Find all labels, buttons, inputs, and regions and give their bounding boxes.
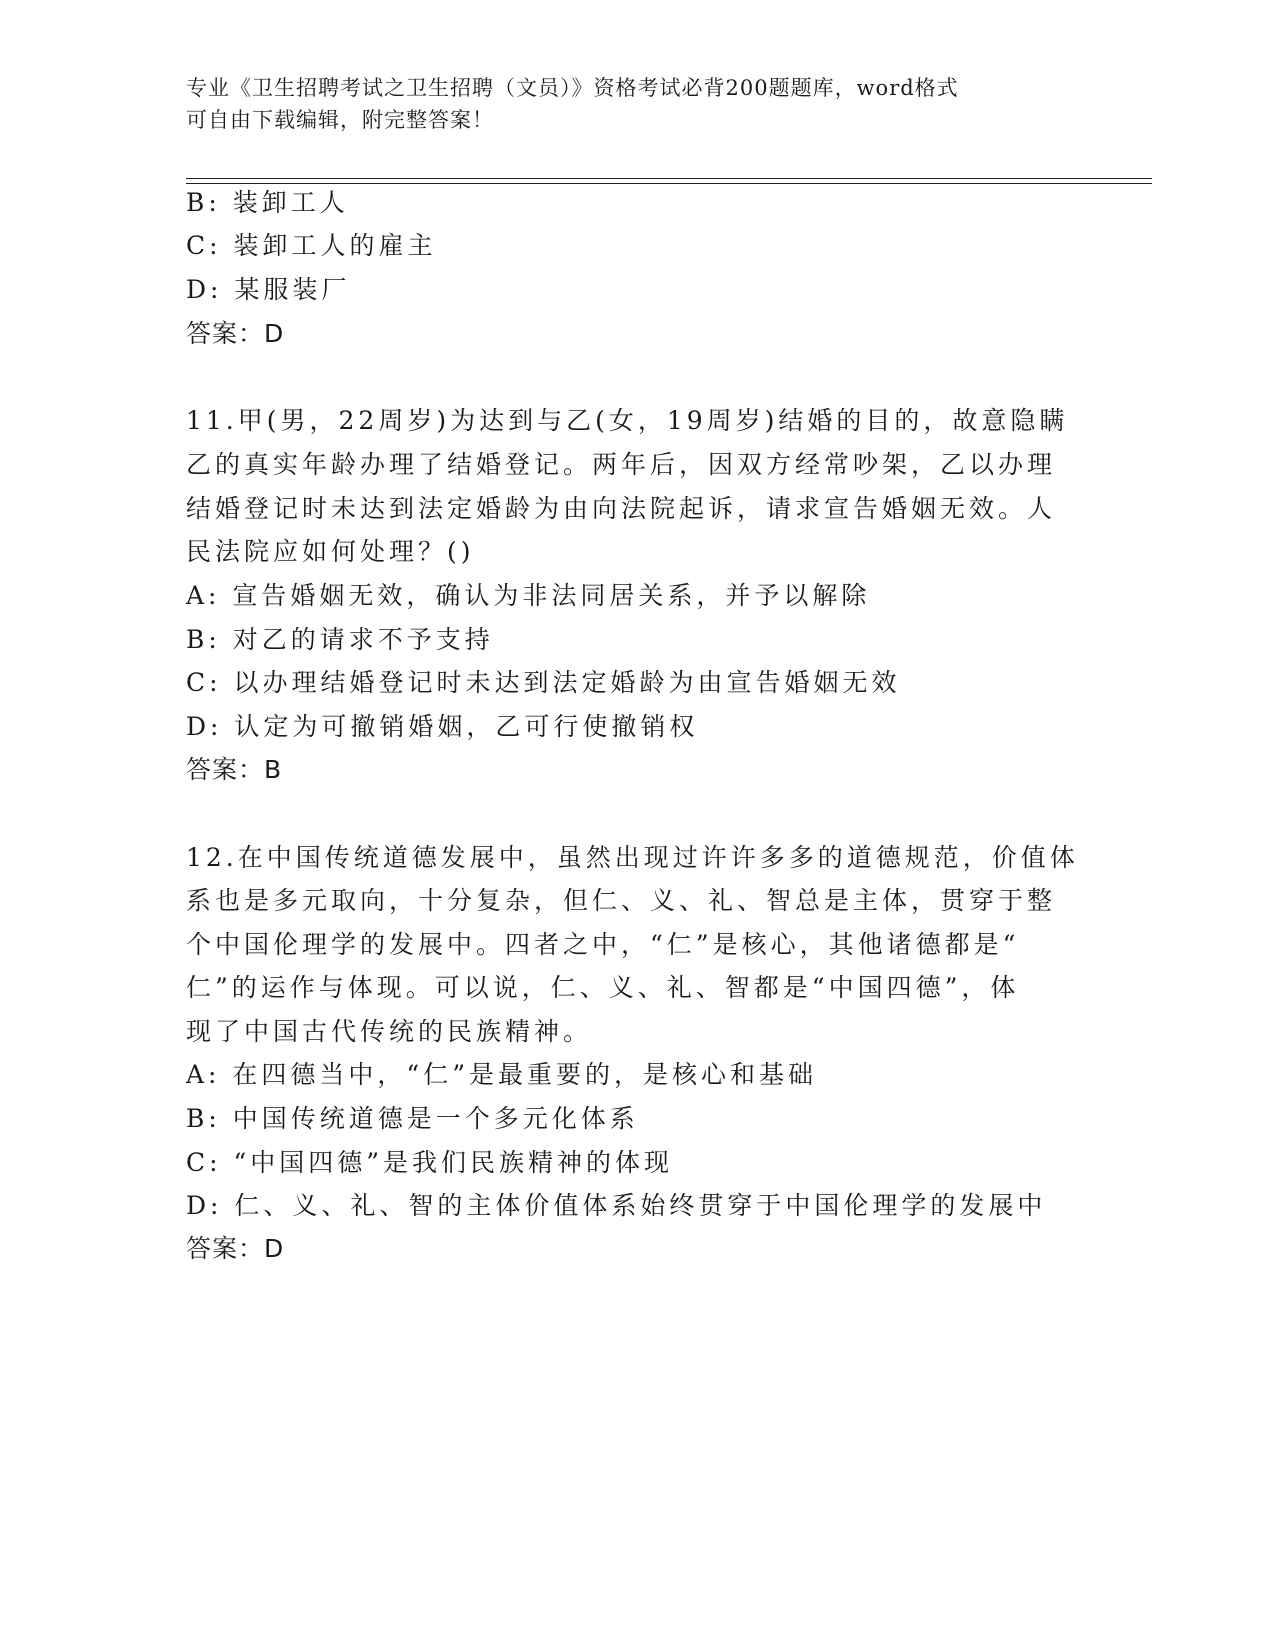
q10-answer: 答案：D (186, 319, 285, 348)
q11-stem-line-1: 11.甲(男，22周岁)为达到与乙(女，19周岁)结婚的目的，故意隐瞒 (186, 406, 1069, 435)
q12-option-c: C: “中国四德”是我们民族精神的体现 (186, 1148, 674, 1177)
q12-stem-line-1: 12.在中国传统道德发展中，虽然出现过许许多多的道德规范，价值体 (186, 843, 1079, 872)
q12-option-b: B: 中国传统道德是一个多元化体系 (186, 1104, 639, 1133)
q11-option-a: A: 宣告婚姻无效，确认为非法同居关系，并予以解除 (186, 581, 871, 610)
q12-stem-line-5: 现了中国古代传统的民族精神。 (186, 1017, 593, 1046)
q11-option-d: D: 认定为可撤销婚姻，乙可行使撤销权 (186, 712, 699, 741)
header-title-line-1: 专业《卫生招聘考试之卫生招聘（文员）》资格考试必背200题题库，word格式 (186, 76, 959, 100)
q12-option-a: A: 在四德当中，“仁”是最重要的，是核心和基础 (186, 1060, 817, 1089)
q12-stem-line-4: 仁”的运作与体现。可以说，仁、义、礼、智都是“中国四德”，体 (186, 973, 1020, 1002)
q10-option-c: C: 装卸工人的雇主 (186, 231, 437, 260)
q11-option-b: B: 对乙的请求不予支持 (186, 625, 494, 654)
q11-stem-line-2: 乙的真实年龄办理了结婚登记。两年后，因双方经常吵架，乙以办理 (186, 450, 1057, 479)
header-divider-bottom (186, 183, 1152, 184)
q10-option-d: D: 某服装厂 (186, 275, 351, 304)
header-divider-top (186, 178, 1152, 179)
document-header (186, 72, 1066, 136)
header-title-line-2: 可自由下载编辑，附完整答案！ (186, 108, 494, 132)
q11-answer: 答案：B (186, 755, 283, 784)
q12-stem-line-2: 系也是多元取向，十分复杂，但仁、义、礼、智总是主体，贯穿于整 (186, 886, 1057, 915)
q10-option-b: B: 装卸工人 (186, 188, 349, 217)
q12-answer: 答案：D (186, 1234, 285, 1263)
q11-stem-line-4: 民法院应如何处理？() (186, 537, 475, 566)
q11-stem-line-3: 结婚登记时未达到法定婚龄为由向法院起诉，请求宣告婚姻无效。人 (186, 494, 1057, 523)
q11-option-c: C: 以办理结婚登记时未达到法定婚龄为由宣告婚姻无效 (186, 668, 901, 697)
q12-option-d: D: 仁、义、礼、智的主体价值体系始终贯穿于中国伦理学的发展中 (186, 1191, 1047, 1220)
q12-stem-line-3: 个中国伦理学的发展中。四者之中，“仁”是核心，其他诸德都是“ (186, 930, 1020, 959)
